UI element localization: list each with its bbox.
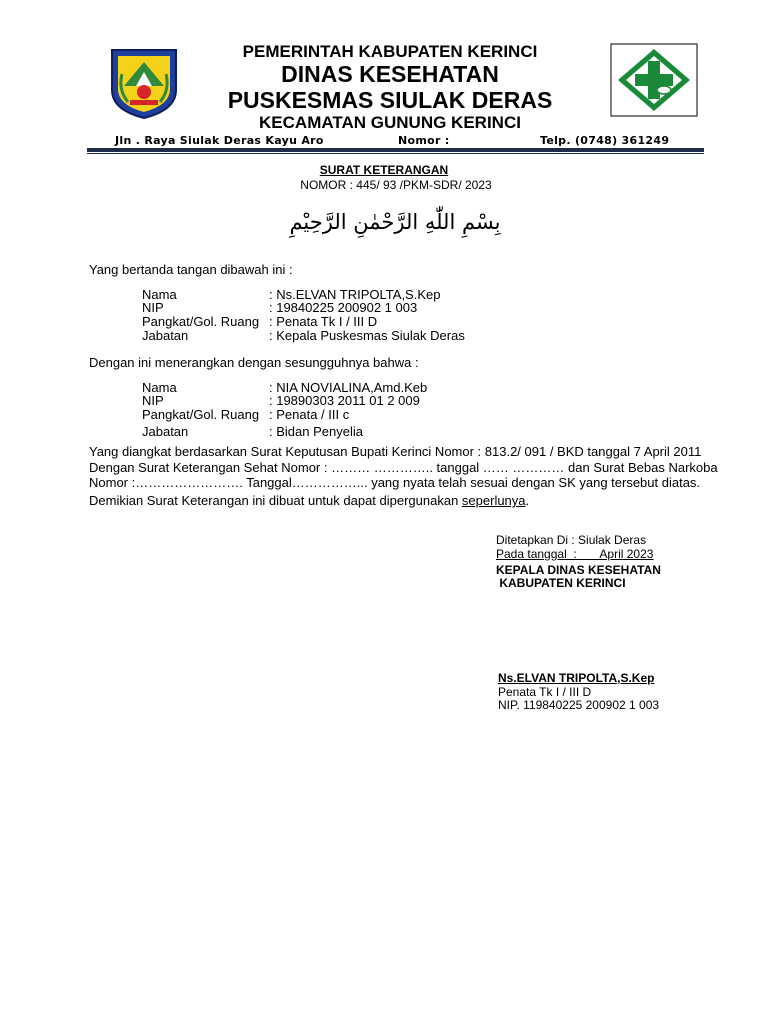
document-title: SURAT KETERANGAN [319,163,449,177]
header-divider-thin [87,153,704,154]
subject-rank-label: Pangkat/Gol. Ruang [142,407,260,422]
signature-nip: NIP. 119840225 200902 1 003 [498,698,660,712]
header-line-1: PEMERINTAH KABUPATEN KERINCI [242,42,538,61]
signer-name-label: Nama [142,287,177,302]
subject-position-label: Jabatan [142,424,189,439]
header-line-3: PUSKESMAS SIULAK DERAS [227,87,553,113]
signature-date: Pada tanggal : April 2023 [496,547,654,561]
telp-text: Telp. (0748) 361249 [540,134,670,147]
signer-position-value: : Kepala Puskesmas Siulak Deras [269,328,465,343]
body-line-2: Dengan Surat Keterangan Sehat Nomor : ……… ………….. tanggal …… ………… dan Surat Bebas Narkoba [89,460,718,475]
subject-name-label: Nama [142,380,177,395]
signature-rank: Penata Tk I / III D [498,685,592,699]
signature-place: Ditetapkan Di : Siulak Deras [496,533,647,547]
signer-position-label: Jabatan [142,328,189,343]
subject-rank-value: : Penata / III c [269,407,350,422]
subject-nip-value: : 19890303 2011 01 2 009 [269,393,420,408]
signer-nip-label: NIP [142,300,164,315]
subject-name-value: : NIA NOVIALINA,Amd.Keb [269,380,428,395]
closing-underlined: seperlunya [461,493,526,508]
puskesmas-logo-icon [610,43,698,117]
header-line-2: DINAS KESEHATAN [281,61,499,87]
header-line-4: KECAMATAN GUNUNG KERINCI [259,113,521,132]
signer-rank-label: Pangkat/Gol. Ruang [142,314,260,329]
signer-name-value: : Ns.ELVAN TRIPOLTA,S.Kep [269,287,441,302]
signer-nip-value: : 19840225 200902 1 003 [269,300,418,315]
intro-text: Yang bertanda tangan dibawah ini : [89,262,293,277]
signature-name: Ns.ELVAN TRIPOLTA,S.Kep [498,671,655,685]
declare-text: Dengan ini menerangkan dengan sesungguhnya bahwa : [89,355,419,370]
basmala-calligraphy: بِسْمِ اللّٰهِ الرَّحْمٰنِ الرَّحِيْمِ [289,210,501,234]
signature-role-1: KEPALA DINAS KESEHATAN [496,563,661,577]
nomor-text: Nomor : [398,134,450,147]
closing-period: . [525,493,530,508]
signature-role-2: KABUPATEN KERINCI [496,576,626,590]
closing-line [89,493,529,508]
signer-rank-value: : Penata Tk I / III D [269,314,378,329]
body-line-3: Nomor :……………………. Tanggal……………... yang nyata telah sesuai dengan SK yang tersebut diatas. [89,475,701,490]
document-number: NOMOR : 445/ 93 /PKM-SDR/ 2023 [300,178,492,192]
subject-position-value: : Bidan Penyelia [269,424,363,439]
header-divider [87,148,704,152]
body-line-1: Yang diangkat berdasarkan Surat Keputusan Bupati Kerinci Nomor : 813.2/ 091 / BKD tanggal 7 April 2011 [89,444,702,459]
subject-nip-label: NIP [142,393,164,408]
closing-text: Demikian Surat Keterangan ini dibuat untuk dapat dipergunakan [89,493,462,508]
address-text: Jln . Raya Siulak Deras Kayu Aro [115,134,324,147]
